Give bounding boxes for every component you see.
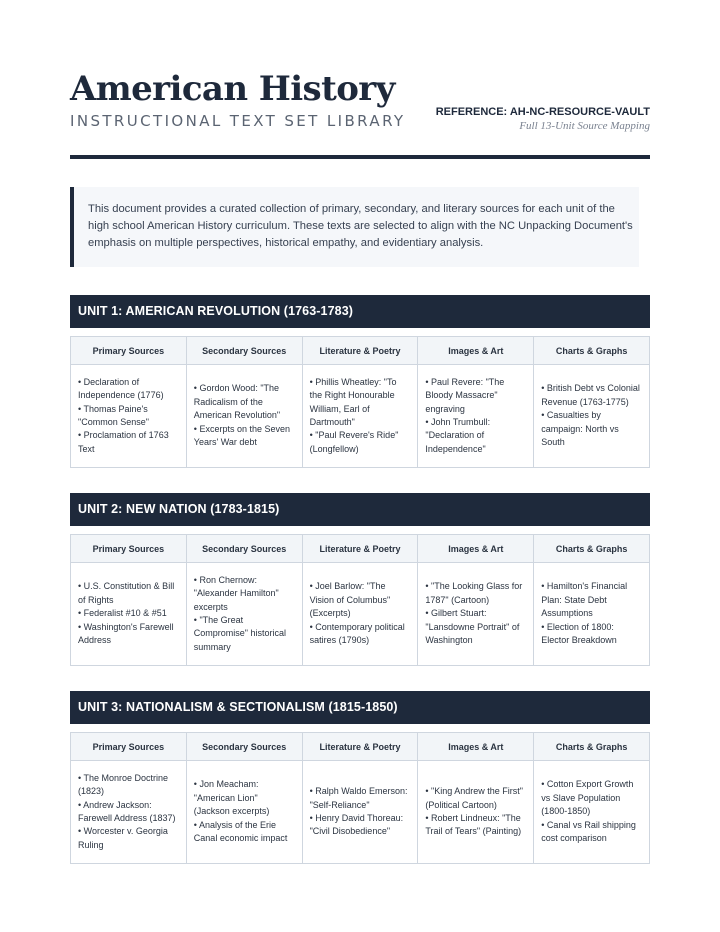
intro-text: This document provides a curated collection of primary, secondary, and literary sources for each unit of the high school American History curriculum. These texts are selected to align with the NC Unpacking Document's emphasis on multiple perspectives, historical empathy, and evidentiary analysis.	[88, 203, 633, 249]
table-cell	[186, 761, 302, 864]
source-item: • "King Andrew the First" (Political Cartoon)	[425, 786, 523, 810]
column-header: Images & Art	[418, 535, 534, 563]
table-row	[71, 563, 650, 666]
source-item: • Hamilton's Financial Plan: State Debt Assumptions	[541, 581, 628, 619]
intro-callout	[70, 187, 639, 267]
source-item: • Joel Barlow: "The Vision of Columbus" (Excerpts)	[309, 581, 391, 619]
column-header: Secondary Sources	[186, 733, 302, 761]
source-item: • Declaration of Independence (1776)	[78, 376, 164, 401]
column-header: Primary Sources	[71, 337, 187, 365]
table-cell	[186, 563, 302, 666]
table-cell	[186, 365, 302, 468]
reference-subtitle: Full 13-Unit Source Mapping	[519, 120, 650, 132]
table-row	[71, 761, 650, 864]
source-item: • Ralph Waldo Emerson: "Self-Reliance"	[309, 786, 408, 810]
unit-section	[70, 691, 650, 864]
column-header: Literature & Poetry	[302, 337, 418, 365]
table-cell	[302, 563, 418, 666]
source-item: • Analysis of the Erie Canal economic impact	[193, 819, 288, 844]
table-cell	[71, 365, 187, 468]
source-item: • The Monroe Doctrine (1823)	[78, 772, 169, 797]
source-item: • Contemporary political satires (1790s)	[309, 621, 405, 646]
source-item: • Henry David Thoreau: "Civil Disobedience"	[309, 813, 404, 837]
source-item: • Robert Lindneux: "The Trail of Tears" (Painting)	[425, 813, 522, 837]
source-table	[70, 534, 650, 666]
column-header: Secondary Sources	[186, 535, 302, 563]
reference-code: REFERENCE: AH-NC-RESOURCE-VAULT	[435, 106, 650, 118]
table-header-row	[71, 535, 650, 563]
column-header: Primary Sources	[71, 733, 187, 761]
unit-section	[70, 295, 650, 468]
source-table	[70, 732, 650, 864]
table-cell	[418, 365, 534, 468]
table-cell	[418, 761, 534, 864]
column-header: Literature & Poetry	[302, 733, 418, 761]
source-item: • Washington's Farewell Address	[78, 621, 174, 646]
source-item: • Proclamation of 1763 Text	[78, 430, 169, 454]
source-item: • Jon Meacham: "American Lion" (Jackson excerpts)	[193, 779, 270, 817]
source-item: • British Debt vs Colonial Revenue (1763-1775)	[541, 383, 640, 407]
source-item: • Andrew Jackson: Farewell Address (1837)	[78, 799, 176, 823]
source-item: • Thomas Paine's "Common Sense"	[78, 403, 149, 427]
column-header: Charts & Graphs	[534, 733, 650, 761]
source-item: • Election of 1800: Elector Breakdown	[541, 621, 617, 646]
column-header: Secondary Sources	[186, 337, 302, 365]
column-header: Charts & Graphs	[534, 535, 650, 563]
page-title: American History	[70, 69, 395, 109]
table-cell	[71, 761, 187, 864]
table-cell	[302, 761, 418, 864]
table-row	[71, 365, 650, 468]
source-item: • "The Looking Glass for 1787" (Cartoon)	[425, 581, 523, 605]
unit-header: UNIT 2: NEW NATION (1783-1815)	[70, 493, 650, 526]
source-item: • Paul Revere: "The Bloody Massacre" engraving	[425, 376, 505, 414]
source-item: • Federalist #10 & #51	[78, 608, 167, 619]
source-item: • U.S. Constitution & Bill of Rights	[78, 581, 175, 605]
table-cell	[534, 563, 650, 666]
source-item: • Canal vs Rail shipping cost comparison	[541, 819, 636, 844]
source-item: • Ron Chernow: "Alexander Hamilton" excerpts	[193, 574, 279, 612]
table-cell	[302, 365, 418, 468]
table-cell	[71, 563, 187, 666]
source-item: • Worcester v. Georgia Ruling	[78, 826, 168, 850]
column-header: Images & Art	[418, 733, 534, 761]
source-table	[70, 336, 650, 468]
unit-header: UNIT 3: NATIONALISM & SECTIONALISM (1815-1850)	[70, 691, 650, 724]
source-item: • Phillis Wheatley: "To the Right Honourable William, Earl of Dartmouth"	[309, 376, 397, 427]
table-cell	[534, 365, 650, 468]
source-item: • John Trumbull: "Declaration of Independence"	[425, 417, 491, 454]
column-header: Images & Art	[418, 337, 534, 365]
table-cell	[418, 563, 534, 666]
unit-header: UNIT 1: AMERICAN REVOLUTION (1763-1783)	[70, 295, 650, 328]
source-item: • "The Great Compromise" historical summary	[193, 615, 287, 652]
unit-section	[70, 493, 650, 666]
source-item: • "Paul Revere's Ride" (Longfellow)	[309, 430, 399, 454]
page-subtitle: INSTRUCTIONAL TEXT SET LIBRARY	[70, 112, 406, 130]
source-item: • Cotton Export Growth vs Slave Population (1800-1850)	[541, 779, 634, 817]
source-item: • Gilbert Stuart: "Lansdowne Portrait" of Washington	[425, 608, 520, 646]
source-item: • Casualties by campaign: North vs South	[541, 410, 619, 448]
table-header-row	[71, 337, 650, 365]
header-divider	[70, 155, 650, 159]
column-header: Literature & Poetry	[302, 535, 418, 563]
source-item: • Gordon Wood: "The Radicalism of the American Revolution"	[193, 383, 281, 421]
table-header-row	[71, 733, 650, 761]
table-cell	[534, 761, 650, 864]
source-item: • Excerpts on the Seven Years' War debt	[193, 423, 291, 448]
column-header: Charts & Graphs	[534, 337, 650, 365]
column-header: Primary Sources	[71, 535, 187, 563]
